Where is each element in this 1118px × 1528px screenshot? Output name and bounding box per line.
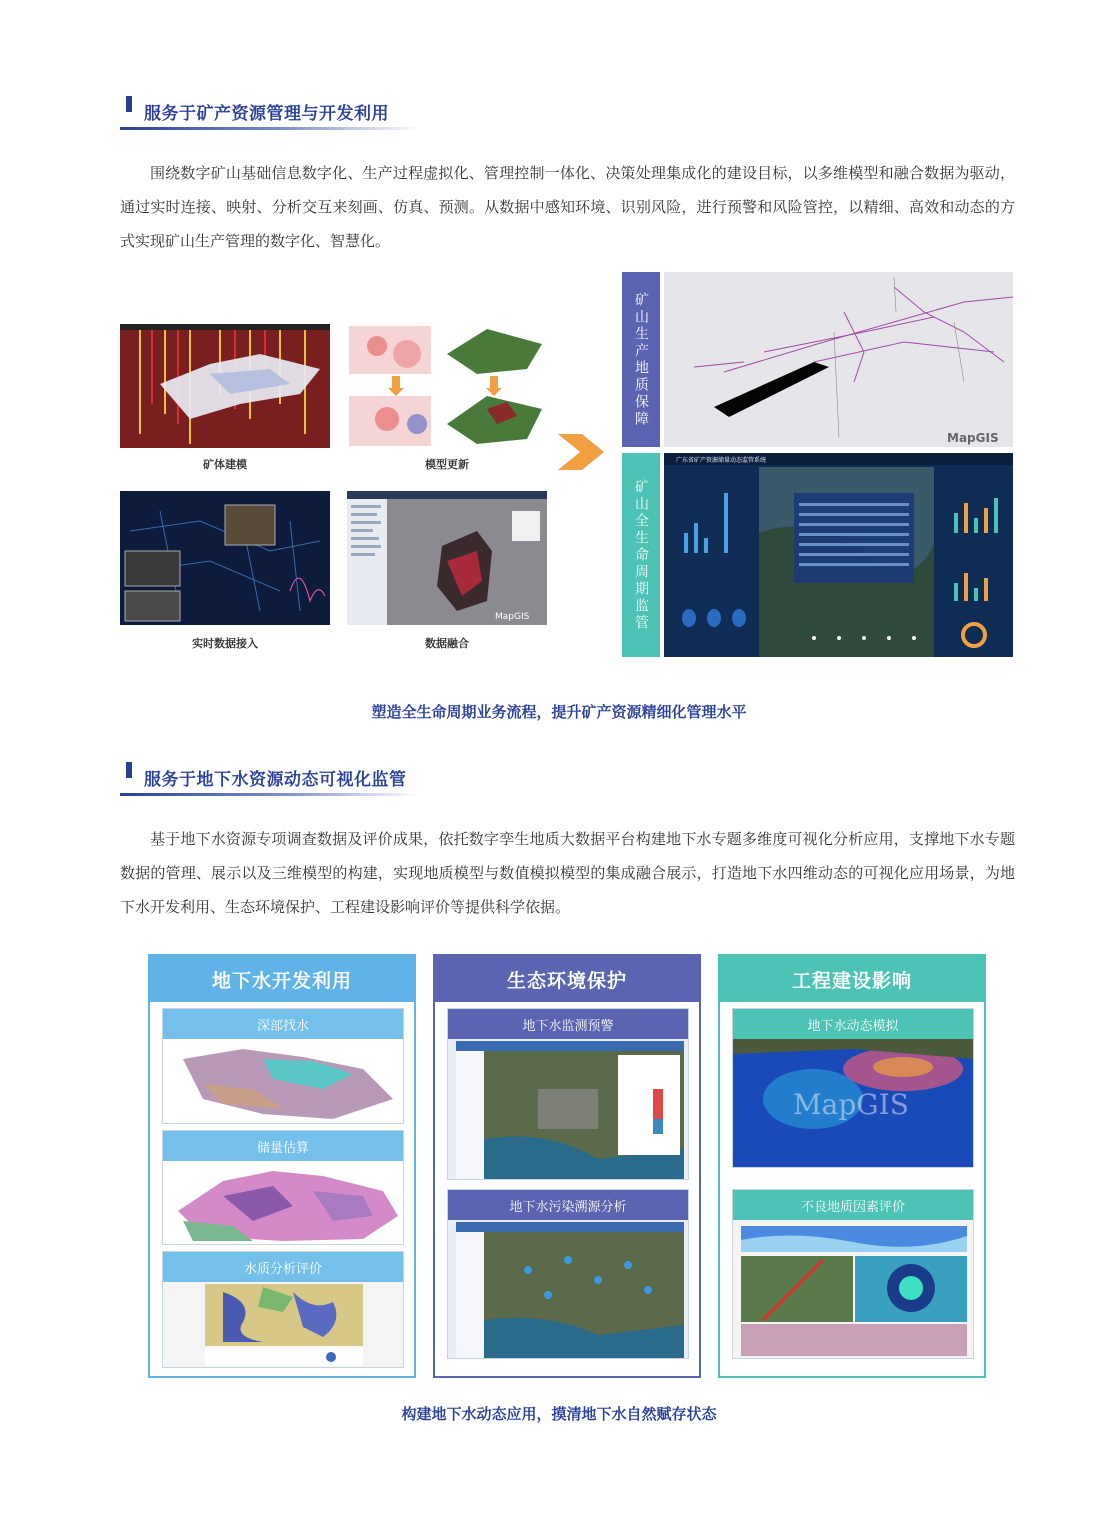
card-water-quality <box>162 1251 404 1368</box>
card-image <box>163 1161 403 1244</box>
card-pollution-tracing <box>447 1189 689 1359</box>
panel-lifecycle-monitoring <box>622 453 1013 657</box>
mine-tunnel-image <box>664 272 1013 447</box>
card-title: 水质分析评价 <box>163 1252 403 1282</box>
card-title: 深部找水 <box>163 1009 403 1039</box>
column-development <box>148 954 416 1378</box>
caption-data-fusion: 数据融合 <box>425 637 469 650</box>
section-marker <box>126 762 132 778</box>
section-underline <box>120 127 420 130</box>
card-title: 储量估算 <box>163 1131 403 1161</box>
data-fusion-image <box>347 491 547 625</box>
card-dynamic-simulation <box>732 1008 974 1168</box>
realtime-data-image <box>120 491 330 625</box>
column-title: 地下水开发利用 <box>150 956 414 1002</box>
section-paragraph: 基于地下水资源专项调查数据及评价成果，依托数字孪生地质大数据平台构建地下水专题多维度可视化分析应用，支撑地下水专题数据的管理、展示以及三维模型的构建，实现地质模型与数值模拟模型的集成融合展示，打造地下水四维动态的可视化应用场景，为地下水开发利用、生态环境保护、工程建设影响评价等提供科学依据。 <box>120 830 1015 916</box>
column-title: 生态环境保护 <box>435 956 699 1002</box>
card-adverse-geology <box>732 1189 974 1359</box>
card-title: 地下水污染溯源分析 <box>448 1190 688 1220</box>
chevron-right-icon <box>558 434 604 474</box>
section-title: 服务于矿产资源管理与开发利用 <box>144 104 389 124</box>
panel-label: 矿山全生命周期监管 <box>622 453 660 657</box>
column-ecology <box>433 954 701 1378</box>
caption-orebody-modeling: 矿体建模 <box>203 458 247 471</box>
card-image <box>448 1039 688 1179</box>
card-image <box>163 1282 403 1367</box>
mapgis-watermark: MapGIS <box>793 1088 909 1121</box>
model-update-image <box>347 324 547 448</box>
orebody-modeling-image <box>120 324 330 448</box>
section-header-mineral <box>120 96 420 130</box>
section-paragraph: 围绕数字矿山基础信息数字化、生产过程虚拟化、管理控制一体化、决策处理集成化的建设目标，以多维模型和融合数据为驱动，通过实时连接、映射、分析交互来刻画、仿真、预测。从数据中感知环境、识别风险，进行预警和风险管控，以精细、高效和动态的方式实现矿山生产管理的数字化、智慧化。 <box>120 164 1015 250</box>
card-image <box>733 1220 973 1358</box>
card-title: 不良地质因素评价 <box>733 1190 973 1220</box>
column-title: 工程建设影响 <box>720 956 984 1002</box>
card-image <box>733 1039 973 1167</box>
caption-model-update: 模型更新 <box>425 458 469 471</box>
card-monitoring-warning <box>447 1008 689 1180</box>
section2-caption: 构建地下水动态应用，摸清地下水自然赋存状态 <box>401 1405 717 1423</box>
card-title: 地下水动态模拟 <box>733 1009 973 1039</box>
mapgis-watermark: MapGIS <box>495 612 530 622</box>
card-title: 地下水监测预警 <box>448 1009 688 1039</box>
panel-label: 矿山生产地质保障 <box>622 272 660 447</box>
card-deep-water <box>162 1008 404 1124</box>
section-header-groundwater <box>120 762 420 796</box>
panel-geological-assurance <box>622 272 1013 447</box>
card-reserve-estimate <box>162 1130 404 1245</box>
card-image <box>448 1220 688 1358</box>
card-image <box>163 1039 403 1123</box>
section-underline <box>120 793 420 796</box>
mapgis-watermark: MapGIS <box>947 431 999 445</box>
dashboard-title: 广东省矿产资源储量动态监管系统 <box>676 457 767 464</box>
column-engineering <box>718 954 986 1378</box>
section-title: 服务于地下水资源动态可视化监管 <box>144 770 407 790</box>
dashboard-image <box>664 453 1013 657</box>
caption-realtime-data: 实时数据接入 <box>192 637 258 650</box>
section-marker <box>126 96 132 112</box>
section1-caption: 塑造全生命周期业务流程，提升矿产资源精细化管理水平 <box>371 703 747 721</box>
